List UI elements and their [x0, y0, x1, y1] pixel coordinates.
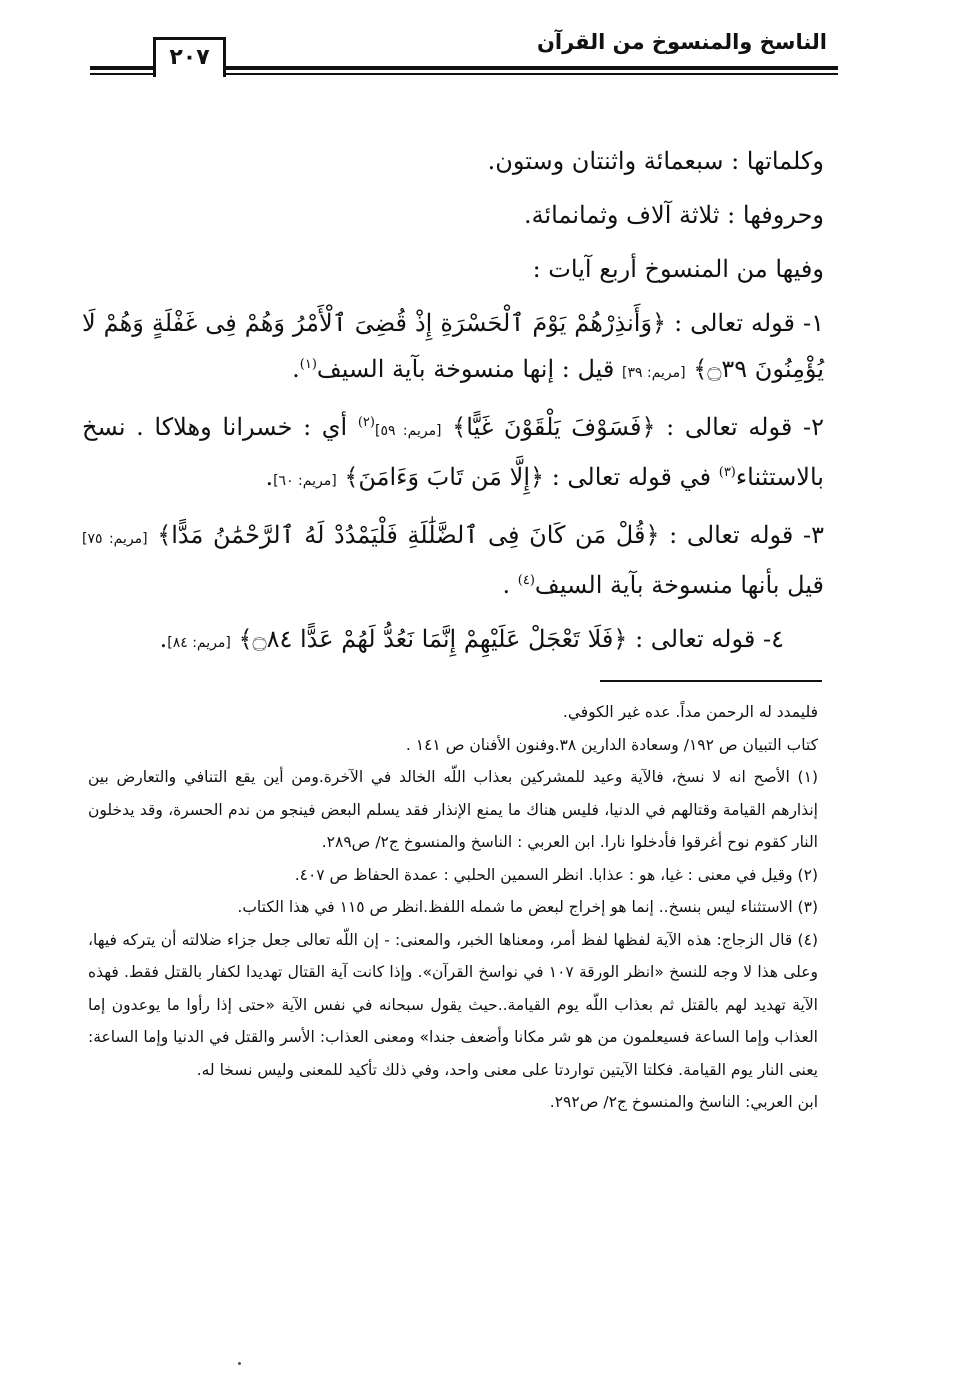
footnote-continuation: كتاب التبيان ص ١٩٢/ وسعادة الدارين ٣٨.وفنون الأفنان ص ١٤١ . [405, 735, 818, 754]
item-end: . [502, 571, 518, 599]
footnote-marker: (٤) [517, 573, 535, 588]
verse-reference: [مريم: ٥٩] [374, 423, 442, 439]
abrogated-item-1 [82, 300, 824, 396]
quran-verse: ﴿فَلَا تَعْجَلْ عَلَيْهِمْ إِنَّمَا نَعُدُّ لَهُمْ عَدًّا ۝٨٤﴾ [238, 625, 628, 653]
item-commentary: أي : خسرانا وهلاكا . نسخ بالاستثناء [82, 413, 824, 491]
print-speck [238, 1362, 241, 1365]
abrogated-item-2 [82, 404, 824, 504]
quran-verse: ﴿وَأَنذِرْهُمْ يَوْمَ ٱلْحَسْرَةِ إِذْ قُضِىَ ٱلْأَمْرُ وَهُمْ فِى غَفْلَةٍ وَهُمْ لَا يُؤْمِنُونَ ۝٣٩﴾ [82, 309, 824, 383]
footnote-separator [600, 680, 822, 682]
verse-reference: [مريم: ٦٠] [273, 473, 337, 489]
footnote-4: (٤) قال الزجاج: هذه الآية لفظها لفظ أمر، ومعناها الخبر، والمعنى: - إن اللّه تعالى جعل جزاء ضلالته أن يتركه فيها، وعلى هذا لا وجه للنسخ «انظر الورقة ١٠٧ في نواسخ القرآن». وإذا كانت آية القتال تهديدا لكفار بالقتل فقط. فهذه الآية تهديد لهم بالقتل ثم بعذاب اللّه يوم القيامة..حيث يقول سبحانه في نفس الآية «حتى إذا رأوا ما يوعدون إما العذاب وإما الساعة فسيعلمون من هو شر مكانا وأضعف جندا» ومعنى العذاب: الأسر والقتل في الدنيا وإما الساعة: يعنى النار يوم القيامة. فكلتا الآيتين تواردتا على معنى واحد، وفي ذلك تأكيد للمعنى وليس نسخا له. [88, 930, 818, 1079]
footnote-marker: (٢) [357, 415, 375, 430]
abrogated-item-3 [82, 512, 824, 608]
footnote-marker: (١) [299, 357, 317, 372]
abrogated-item-4 [82, 616, 824, 666]
item-end: . [265, 463, 274, 491]
verse-reference: [مريم: ٣٩] [622, 365, 686, 381]
item-commentary: قيل : إنها منسوخة بآية السيف [316, 355, 615, 383]
page-number: ٢٠٧ [153, 37, 226, 77]
footnote-2: (٢) وقيل في معنى : غيا، هو : عذابا. انظر السمين الحلبي : عمدة الحفاظ ص ٤٠٧. [294, 865, 818, 884]
quran-verse-exception: ﴿إِلَّا مَن تَابَ وَءَامَنَ﴾ [344, 463, 545, 491]
letters-count-line: وحروفها : ثلاثة آلاف وثمانمائة. [524, 201, 824, 229]
item-end: . [159, 625, 168, 653]
running-title: الناسخ والمنسوخ من القرآن [536, 30, 827, 54]
item-commentary-cont: في قوله تعالى : [551, 463, 712, 491]
item-lead: ١- قوله تعالى : [674, 309, 824, 337]
quran-verse: ﴿فَسَوْفَ يَلْقَوْنَ غَيًّا﴾ [452, 413, 656, 441]
item-end: . [292, 355, 300, 383]
item-lead: ٢- قوله تعالى : [666, 413, 824, 441]
footnote-1: (١) الأصح انه لا نسخ، فالآية وعيد للمشركين بعذاب اللّه الخالد في الآخرة.ومن أين يقع التنافي والتعارض بين إنذارهم القيامة وقتالهم في الدنيا، فليس هناك ما يمنع الإنذار فقد يسلم البعض فينجو من ندم الحسرة، وقد يدخلون النار كقوم نوح أغرقوا فأدخلوا نارا. ابن العربي : الناسخ والمنسوخ ج٢/ ص٢٨٩. [88, 768, 818, 851]
main-text [82, 138, 824, 674]
footnote-continuation: فليمدد له الرحمن مداً. عده غير الكوفي. [562, 703, 818, 721]
verse-reference: [مريم: ٧٥] [82, 531, 148, 547]
abrogated-intro: وفيها من المنسوخ أربع آيات : [532, 255, 824, 283]
quran-verse: ﴿قُلْ مَن كَانَ فِى ٱلضَّلَٰلَةِ فَلْيَمْدُدْ لَهُ ٱلرَّحْمَٰنُ مَدًّا﴾ [157, 521, 660, 549]
verse-reference: [مريم: ٨٤] [167, 635, 231, 651]
footnote-3: (٣) الاستثناء ليس بنسخ.. إنما هو إخراج لبعض ما شمله اللفظ.انظر ص ١١٥ في هذا الكتاب. [237, 898, 818, 916]
footnote-4-source: ابن العربي: الناسخ والمنسوخ ج٢/ ص٢٩٢. [549, 1093, 818, 1111]
footnotes [88, 696, 818, 1119]
item-lead: ٤- قوله تعالى : [635, 625, 784, 653]
words-count-line: وكلماتها : سبعمائة واثنتان وستون. [487, 147, 824, 175]
footnote-marker: (٣) [718, 465, 736, 480]
item-lead: ٣- قوله تعالى : [669, 521, 825, 549]
item-commentary: قيل بأنها منسوخة بآية السيف [534, 571, 824, 599]
